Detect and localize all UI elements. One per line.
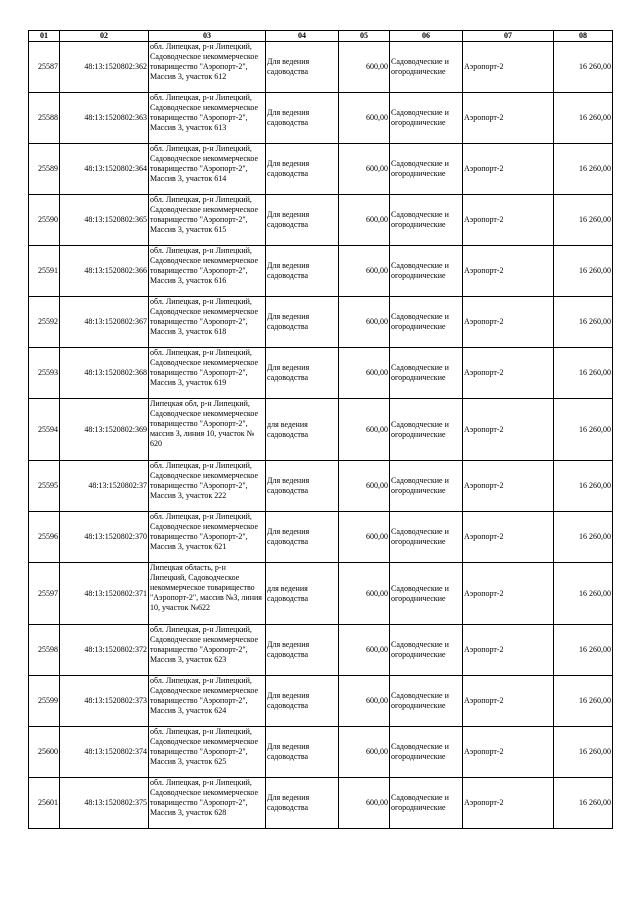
locality: Аэропорт-2 (463, 144, 554, 195)
area-value: 600,00 (339, 195, 390, 246)
land-use-purpose: для ведения садоводства (266, 563, 339, 625)
locality: Аэропорт-2 (463, 297, 554, 348)
address-cell (149, 461, 266, 512)
cadastral-value: 16 260,00 (554, 563, 613, 625)
locality: Аэропорт-2 (463, 42, 554, 93)
column-header: 03 (149, 31, 266, 42)
area-value: 600,00 (339, 42, 390, 93)
area-value: 600,00 (339, 676, 390, 727)
table-header-row (29, 31, 613, 42)
land-use-purpose: Для ведения садоводства (266, 195, 339, 246)
address-cell (149, 512, 266, 563)
locality: Аэропорт-2 (463, 727, 554, 778)
cadastral-value: 16 260,00 (554, 399, 613, 461)
record-number: 25596 (29, 512, 60, 563)
land-use-purpose: Для ведения садоводства (266, 461, 339, 512)
address-text: обл. Липецкая, р-н Липецкий, Садоводческое некоммерческое товарищество "Аэропорт-2", Массив 3, участок 623 (150, 625, 259, 664)
area-value: 600,00 (339, 297, 390, 348)
land-category: Садоводческие и огороднические (390, 461, 463, 512)
land-category: Садоводческие и огороднические (390, 778, 463, 829)
cadastral-number: 48:13:1520802:363 (60, 93, 149, 144)
cadastral-number: 48:13:1520802:375 (60, 778, 149, 829)
address-text: обл. Липецкая, р-н Липецкий, Садоводческое некоммерческое товарищество "Аэропорт-2", Массив 3, участок 616 (150, 246, 259, 285)
address-text: обл. Липецкая, р-н Липецкий, Садоводческое некоммерческое товарищество "Аэропорт-2", Массив 3, участок 625 (150, 727, 259, 766)
record-number: 25592 (29, 297, 60, 348)
table-row (29, 727, 613, 778)
cadastral-value: 16 260,00 (554, 348, 613, 399)
land-category: Садоводческие и огороднические (390, 625, 463, 676)
table-row (29, 297, 613, 348)
cadastral-number: 48:13:1520802:368 (60, 348, 149, 399)
land-category: Садоводческие и огороднические (390, 42, 463, 93)
record-number: 25591 (29, 246, 60, 297)
cadastral-value: 16 260,00 (554, 727, 613, 778)
record-number: 25589 (29, 144, 60, 195)
land-category: Садоводческие и огороднические (390, 297, 463, 348)
column-header: 07 (463, 31, 554, 42)
area-value: 600,00 (339, 461, 390, 512)
address-cell (149, 399, 266, 461)
cadastral-number: 48:13:1520802:366 (60, 246, 149, 297)
cadastral-number: 48:13:1520802:362 (60, 42, 149, 93)
table-row (29, 93, 613, 144)
table-row (29, 195, 613, 246)
land-category: Садоводческие и огороднические (390, 676, 463, 727)
address-text: обл. Липецкая, р-н Липецкий, Садоводческое некоммерческое товарищество "Аэропорт-2", Массив 3, участок 222 (150, 461, 259, 500)
cadastral-number: 48:13:1520802:373 (60, 676, 149, 727)
address-cell (149, 195, 266, 246)
cadastral-number: 48:13:1520802:369 (60, 399, 149, 461)
area-value: 600,00 (339, 246, 390, 297)
column-header: 02 (60, 31, 149, 42)
record-number: 25598 (29, 625, 60, 676)
land-use-purpose: Для ведения садоводства (266, 42, 339, 93)
cadastral-value: 16 260,00 (554, 625, 613, 676)
record-number: 25590 (29, 195, 60, 246)
area-value: 600,00 (339, 727, 390, 778)
cadastral-value: 16 260,00 (554, 778, 613, 829)
area-value: 600,00 (339, 778, 390, 829)
record-number: 25587 (29, 42, 60, 93)
table-row (29, 461, 613, 512)
record-number: 25601 (29, 778, 60, 829)
record-number: 25597 (29, 563, 60, 625)
locality: Аэропорт-2 (463, 778, 554, 829)
address-cell (149, 42, 266, 93)
locality: Аэропорт-2 (463, 195, 554, 246)
land-use-purpose: Для ведения садоводства (266, 512, 339, 563)
land-category: Садоводческие и огороднические (390, 93, 463, 144)
cadastral-number: 48:13:1520802:367 (60, 297, 149, 348)
table-row (29, 676, 613, 727)
area-value: 600,00 (339, 625, 390, 676)
land-use-purpose: Для ведения садоводства (266, 297, 339, 348)
land-use-purpose: Для ведения садоводства (266, 246, 339, 297)
cadastral-value: 16 260,00 (554, 195, 613, 246)
address-cell (149, 625, 266, 676)
table-row (29, 625, 613, 676)
land-use-purpose: Для ведения садоводства (266, 727, 339, 778)
locality: Аэропорт-2 (463, 246, 554, 297)
address-cell (149, 676, 266, 727)
area-value: 600,00 (339, 512, 390, 563)
address-text: Липецкая область, р-н Липецкий, Садоводческое некоммерческое товарищество "Аэропорт-2", массив №3, линия 10, участок №622 (150, 563, 262, 612)
table-row (29, 778, 613, 829)
area-value: 600,00 (339, 93, 390, 144)
cadastral-number: 48:13:1520802:372 (60, 625, 149, 676)
record-number: 25600 (29, 727, 60, 778)
land-use-purpose: для ведения садоводства (266, 399, 339, 461)
record-number: 25593 (29, 348, 60, 399)
locality: Аэропорт-2 (463, 676, 554, 727)
area-value: 600,00 (339, 348, 390, 399)
cadastral-number: 48:13:1520802:371 (60, 563, 149, 625)
land-category: Садоводческие и огороднические (390, 563, 463, 625)
locality: Аэропорт-2 (463, 563, 554, 625)
land-use-purpose: Для ведения садоводства (266, 676, 339, 727)
record-number: 25599 (29, 676, 60, 727)
locality: Аэропорт-2 (463, 512, 554, 563)
address-text: обл. Липецкая, р-н Липецкий, Садоводческое некоммерческое товарищество "Аэропорт-2", Массив 3, участок 624 (150, 676, 259, 715)
address-cell (149, 297, 266, 348)
cadastral-number: 48:13:1520802:364 (60, 144, 149, 195)
table-row (29, 246, 613, 297)
land-category: Садоводческие и огороднические (390, 144, 463, 195)
address-text: обл. Липецкая, р-н Липецкий, Садоводческое некоммерческое товарищество "Аэропорт-2", Массив 3, участок 619 (150, 348, 259, 387)
address-text: обл. Липецкая, р-н Липецкий, Садоводческое некоммерческое товарищество "Аэропорт-2", Массив 3, участок 613 (150, 93, 259, 132)
address-text: обл. Липецкая, р-н Липецкий, Садоводческое некоммерческое товарищество "Аэропорт-2", Массив 3, участок 618 (150, 297, 259, 336)
land-category: Садоводческие и огороднические (390, 195, 463, 246)
cadastral-value: 16 260,00 (554, 512, 613, 563)
land-registry-table (28, 30, 613, 829)
cadastral-value: 16 260,00 (554, 246, 613, 297)
area-value: 600,00 (339, 563, 390, 625)
address-cell (149, 144, 266, 195)
column-header: 01 (29, 31, 60, 42)
land-category: Садоводческие и огороднические (390, 512, 463, 563)
locality: Аэропорт-2 (463, 461, 554, 512)
cadastral-number: 48:13:1520802:370 (60, 512, 149, 563)
cadastral-number: 48:13:1520802:365 (60, 195, 149, 246)
address-text: обл. Липецкая, р-н Липецкий, Садоводческое некоммерческое товарищество "Аэропорт-2", Массив 3, участок 615 (150, 195, 259, 234)
land-category: Садоводческие и огороднические (390, 246, 463, 297)
address-cell (149, 727, 266, 778)
cadastral-value: 16 260,00 (554, 93, 613, 144)
area-value: 600,00 (339, 399, 390, 461)
locality: Аэропорт-2 (463, 348, 554, 399)
land-use-purpose: Для ведения садоводства (266, 625, 339, 676)
cadastral-value: 16 260,00 (554, 42, 613, 93)
column-header: 04 (266, 31, 339, 42)
cadastral-value: 16 260,00 (554, 144, 613, 195)
address-text: Липецкая обл, р-н Липецкий, Садоводческое некоммерческое товарищество "Аэропорт-2", массив 3, линия 10, участок № 620 (150, 399, 259, 448)
cadastral-value: 16 260,00 (554, 461, 613, 512)
table-row (29, 399, 613, 461)
land-category: Садоводческие и огороднические (390, 399, 463, 461)
address-text: обл. Липецкая, р-н Липецкий, Садоводческое некоммерческое товарищество "Аэропорт-2", Массив 3, участок 621 (150, 512, 259, 551)
land-use-purpose: Для ведения садоводства (266, 348, 339, 399)
record-number: 25595 (29, 461, 60, 512)
locality: Аэропорт-2 (463, 399, 554, 461)
table-row (29, 144, 613, 195)
cadastral-value: 16 260,00 (554, 297, 613, 348)
column-header: 06 (390, 31, 463, 42)
address-text: обл. Липецкая, р-н Липецкий, Садоводческое некоммерческое товарищество "Аэропорт-2", Массив 3, участок 628 (150, 778, 259, 817)
address-text: обл. Липецкая, р-н Липецкий, Садоводческое некоммерческое товарищество "Аэропорт-2", Массив 3, участок 612 (150, 42, 259, 81)
land-use-purpose: Для ведения садоводства (266, 778, 339, 829)
land-category: Садоводческие и огороднические (390, 727, 463, 778)
address-text: обл. Липецкая, р-н Липецкий, Садоводческое некоммерческое товарищество "Аэропорт-2", Массив 3, участок 614 (150, 144, 259, 183)
land-category: Садоводческие и огороднические (390, 348, 463, 399)
table-row (29, 42, 613, 93)
table-row (29, 563, 613, 625)
record-number: 25588 (29, 93, 60, 144)
area-value: 600,00 (339, 144, 390, 195)
table-row (29, 348, 613, 399)
column-header: 05 (339, 31, 390, 42)
column-header: 08 (554, 31, 613, 42)
locality: Аэропорт-2 (463, 93, 554, 144)
locality: Аэропорт-2 (463, 625, 554, 676)
land-use-purpose: Для ведения садоводства (266, 93, 339, 144)
address-cell (149, 93, 266, 144)
record-number: 25594 (29, 399, 60, 461)
land-use-purpose: Для ведения садоводства (266, 144, 339, 195)
cadastral-number: 48:13:1520802:37 (60, 461, 149, 512)
address-cell (149, 246, 266, 297)
address-cell (149, 778, 266, 829)
cadastral-number: 48:13:1520802:374 (60, 727, 149, 778)
address-cell (149, 563, 266, 625)
cadastral-value: 16 260,00 (554, 676, 613, 727)
table-row (29, 512, 613, 563)
address-cell (149, 348, 266, 399)
